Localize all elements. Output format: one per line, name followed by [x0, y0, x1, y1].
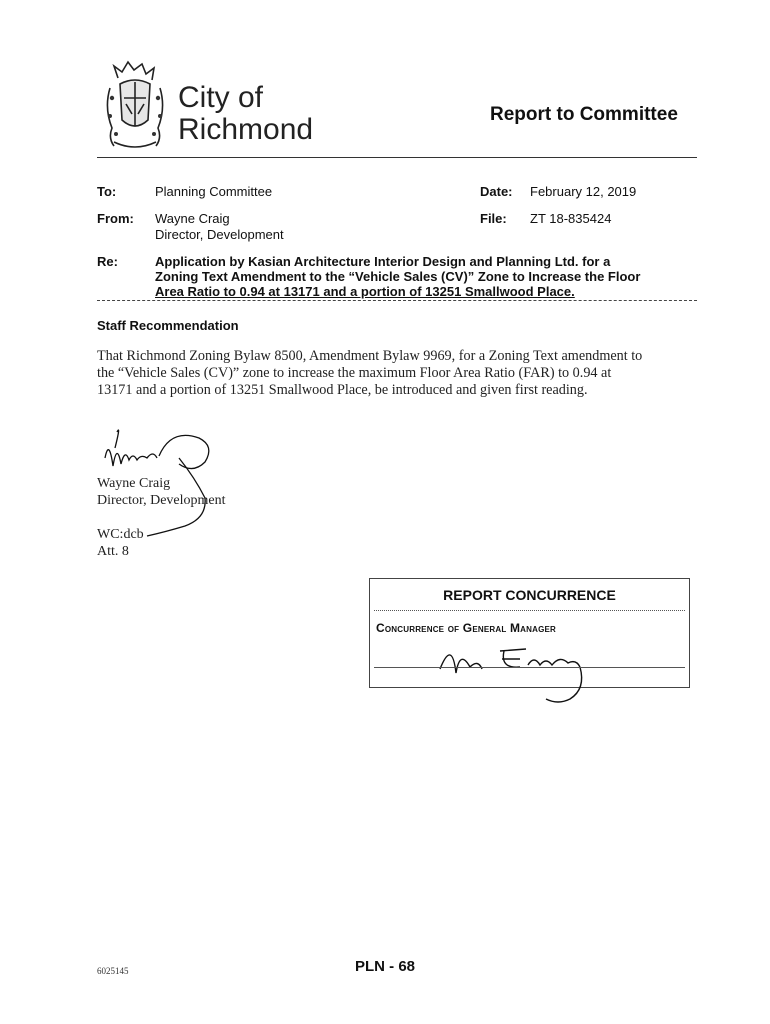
recommendation-body — [97, 348, 677, 399]
general-manager-signature — [430, 629, 610, 709]
recommendation-line-1: That Richmond Zoning Bylaw 8500, Amendment Bylaw 9969, for a Zoning Text amendment to — [97, 348, 643, 364]
re-line-2: Zoning Text Amendment to the “Vehicle Sales (CV)” Zone to Increase the Floor — [155, 269, 641, 284]
signer-title: Director, Development — [97, 493, 226, 508]
initials: WC:dcb — [97, 527, 144, 542]
re-subject — [155, 254, 695, 299]
file-value: ZT 18-835424 — [530, 211, 612, 226]
to-value: Planning Committee — [155, 184, 273, 199]
recommendation-line-2: the “Vehicle Sales (CV)” zone to increase the maximum Floor Area Ratio (FAR) to 0.94 at — [97, 365, 612, 381]
concurrence-title: REPORT CONCURRENCE — [443, 587, 616, 603]
date-label: Date: — [480, 184, 513, 199]
re-line-1: Application by Kasian Architecture Interior Design and Planning Ltd. for a — [155, 254, 611, 269]
concurrence-subtitle: Concurrence of General Manager — [376, 621, 557, 635]
org-name-line1: City of — [178, 81, 264, 114]
from-name: Wayne Craig — [155, 211, 230, 226]
re-label: Re: — [97, 254, 118, 269]
org-name — [178, 82, 313, 146]
signature-block — [97, 475, 226, 560]
org-name-line2: Richmond — [178, 113, 314, 146]
attachments: Att. 8 — [97, 544, 129, 559]
concurrence-divider — [374, 610, 685, 611]
from-title: Director, Development — [155, 227, 284, 242]
date-value: February 12, 2019 — [530, 184, 637, 199]
signer-name: Wayne Craig — [97, 476, 171, 491]
subject-divider — [97, 300, 697, 301]
re-line-3: Area Ratio to 0.94 at 13171 and a portion of 13251 Smallwood Place. — [155, 284, 575, 299]
file-label: File: — [480, 211, 507, 226]
document-number: 6025145 — [97, 966, 129, 976]
report-concurrence-box — [369, 578, 690, 688]
city-crest-logo — [100, 58, 170, 154]
signature-line — [374, 667, 685, 668]
from-label: From: — [97, 211, 134, 226]
to-label: To: — [97, 184, 117, 199]
header-divider — [97, 157, 697, 158]
page-number: PLN - 68 — [354, 958, 415, 975]
recommendation-line-3: 13171 and a portion of 13251 Smallwood Place, be introduced and given first reading. — [97, 382, 588, 398]
report-title: Report to Committee — [490, 104, 678, 125]
staff-recommendation-heading: Staff Recommendation — [97, 318, 239, 333]
